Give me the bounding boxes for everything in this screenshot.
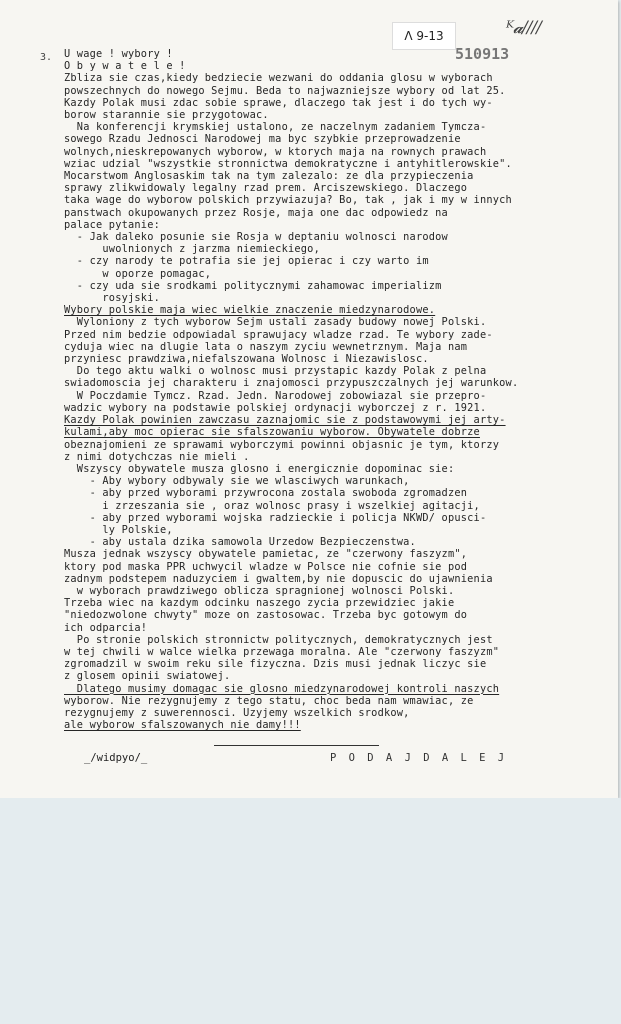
text-line: - Aby wybory odbywaly sie we wlasciwych warunkach, bbox=[64, 475, 410, 488]
text-line: z nimi dotychczas nie mieli . bbox=[64, 450, 250, 463]
document-body bbox=[64, 48, 604, 731]
text-line: kulami,aby moc opierac sie sfalszowaniu wyborow. Obywatele dobrze bbox=[64, 426, 480, 439]
text-line: Trzeba wiec na kazdym odcinku naszego zycia przewidziec jakie bbox=[64, 597, 455, 610]
footer-left-text: _/widpyo/_ bbox=[84, 752, 148, 764]
text-line: - aby przed wyborami wojska radzieckie i policja NKWD/ opusci- bbox=[64, 511, 487, 524]
text-line: sowego Rzadu Jednosci Narodowej ma byc szybkie przeprowadzenie bbox=[64, 133, 461, 146]
text-line: zgromadzil w swoim reku sile fizyczna. Dzis musi jednak liczyc sie bbox=[64, 658, 487, 671]
text-line: uwolnionych z jarzma niemieckiego, bbox=[64, 243, 320, 256]
text-line: O b y w a t e l e ! bbox=[64, 60, 186, 73]
text-line: swiadomoscia jej charakteru i znajomosci przypuszczalnych jej warunkow. bbox=[64, 377, 519, 390]
text-line: Wszyscy obywatele musza glosno i energicznie dopominac sie: bbox=[64, 462, 455, 475]
text-line: wadzic wybory na podstawie polskiej ordynacji wyborczej z r. 1921. bbox=[64, 401, 487, 414]
text-line: w wyborach prawdziwego oblicza spragnionej wolnosci Polski. bbox=[64, 584, 455, 597]
text-line: - aby przed wyborami przywrocona zostala swoboda zgromadzen bbox=[64, 487, 468, 500]
text-line: borow starannie sie przygotowac. bbox=[64, 109, 269, 122]
text-line: wziac udzial "wszystkie stronnictwa demokratyczne i antyhitlerowskie". bbox=[64, 157, 512, 170]
archive-stamp: Λ 9-13 bbox=[392, 22, 456, 50]
text-line: rosyjski. bbox=[64, 292, 160, 305]
text-line: i zrzeszania sie , oraz wolnosc prasy i wszelkiej agitacji, bbox=[64, 499, 480, 512]
text-line: wyborow. Nie rezygnujemy z tego statu, choc beda nam wmawiac, ze bbox=[64, 694, 474, 707]
text-line: ly Polskie, bbox=[64, 523, 173, 536]
text-line: cyduja wiec na dlugie lata o naszym zyciu wewnetrznym. Maja nam bbox=[64, 340, 468, 353]
text-line: z glosem opinii swiatowej. bbox=[64, 670, 231, 683]
text-line: Mocarstwom Anglosaskim tak na tym zalezalo: ze dla przypieczenia bbox=[64, 170, 474, 183]
text-line: ale wyborow sfalszowanych nie damy!!! bbox=[64, 719, 301, 732]
text-line: - Jak daleko posunie sie Rosja w deptaniu wolnosci narodow bbox=[64, 231, 448, 244]
text-line: - czy uda sie srodkami politycznymi zahamowac imperializm bbox=[64, 279, 442, 292]
text-line: Wyloniony z tych wyborow Sejm ustali zasady budowy nowej Polski. bbox=[64, 316, 487, 329]
footer-rule bbox=[214, 745, 379, 746]
text-line: obeznajomieni ze sprawami wyborczymi powinni objasnic je tym, ktorzy bbox=[64, 438, 500, 451]
text-line: Na konferencji krymskiej ustalono, ze naczelnym zadaniem Tymcza- bbox=[64, 121, 487, 134]
text-line: W Poczdamie Tymcz. Rzad. Jedn. Narodowej zobowiazal sie przepro- bbox=[64, 389, 487, 402]
text-line: U wage ! wybory ! bbox=[64, 48, 173, 60]
text-line: zadnym podstepem naduzyciem i gwaltem,by nie dopuscic do ujawnienia bbox=[64, 572, 493, 585]
text-line: panstwach okupowanych przez Rosje, maja one dac odpowiedz na bbox=[64, 206, 448, 219]
scan-background bbox=[0, 798, 621, 1024]
text-line: Kazdy Polak powinien zawczasu zaznajomic sie z podstawowymi jej arty- bbox=[64, 414, 506, 427]
text-line: taka wage do wyborow polskich przywiazuja? Bo, tak , jak i my w innych bbox=[64, 194, 512, 207]
text-line: - czy narody te potrafia sie jej opierac i czy warto im bbox=[64, 255, 429, 268]
text-line: w oporze pomagac, bbox=[64, 267, 212, 280]
text-line: ktory pod maska PPR uchwycil wladze w Polsce nie cofnie sie pod bbox=[64, 560, 468, 573]
text-line: Kazdy Polak musi zdac sobie sprawe, dlaczego tak jest i do tych wy- bbox=[64, 96, 493, 109]
text-line: Do tego aktu walki o wolnosc musi przystapic kazdy Polak z pelna bbox=[64, 365, 487, 378]
text-line: palace pytanie: bbox=[64, 218, 160, 231]
text-line: Zbliza sie czas,kiedy bedziecie wezwani do oddania glosu w wyborach bbox=[64, 72, 493, 85]
footer-right-text: P O D A J D A L E J bbox=[330, 752, 508, 764]
text-line: Przed nim bedzie odpowiadal sprawujacy wladze rzad. Te wybory zade- bbox=[64, 328, 493, 341]
text-line: w tej chwili w walce wielka przewaga moralna. Ale "czerwony faszyzm" bbox=[64, 645, 500, 658]
document-number: 510913 bbox=[455, 45, 510, 63]
text-line: ich odparcia! bbox=[64, 621, 148, 634]
text-line: powszechnych do nowego Sejmu. Beda to najwazniejsze wybory od lat 25. bbox=[64, 84, 506, 97]
text-line: przyniesc prawdziwa,niefalszowana Wolnosc i Niezawislosc. bbox=[64, 353, 429, 366]
text-line: Po stronie polskich stronnictw politycznych, demokratycznych jest bbox=[64, 633, 493, 646]
text-line: "niedozwolone chwyty" moze on zastosowac. Trzeba byc gotowym do bbox=[64, 609, 468, 622]
corner-mark: 3. bbox=[40, 52, 53, 63]
text-line: Dlatego musimy domagac sie glosno miedzynarodowej kontroli naszych bbox=[64, 682, 500, 695]
text-line: rezygnujemy z suwerennosci. Uzyjemy wszelkich srodkow, bbox=[64, 706, 410, 719]
text-line: sprawy zlikwidowaly legalny rzad prem. Arciszewskiego. Dlaczego bbox=[64, 182, 468, 195]
text-line: wolnych,nieskrepowanych wyborow, w ktorych maja na rownych prawach bbox=[64, 145, 487, 158]
text-line: - aby ustala dzika samowola Urzedow Bezpieczenstwa. bbox=[64, 536, 416, 549]
handwritten-signature: ᴷ𝓪//// bbox=[506, 18, 541, 38]
text-line: Wybory polskie maja wiec wielkie znaczenie miedzynarodowe. bbox=[64, 304, 436, 317]
text-line: Musza jednak wszyscy obywatele pamietac, ze "czerwony faszyzm", bbox=[64, 548, 468, 561]
